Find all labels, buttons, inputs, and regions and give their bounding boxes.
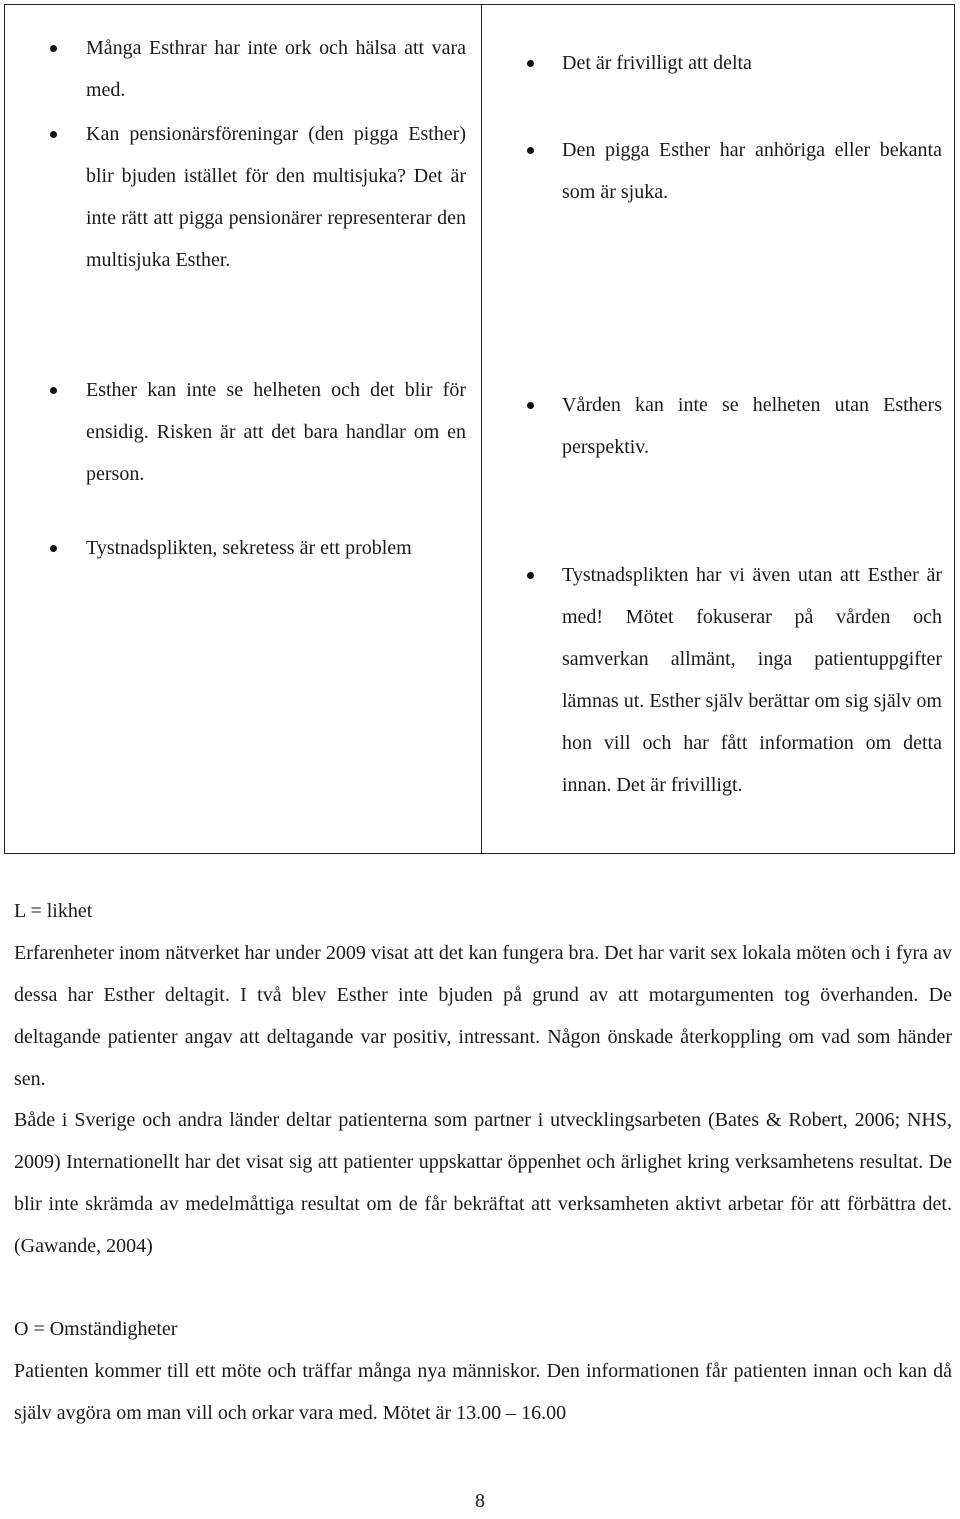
bullet-icon xyxy=(527,60,534,67)
bullet-icon xyxy=(527,147,534,154)
bullet-icon xyxy=(50,45,57,52)
table-cell-right-2: Vården kan inte se helheten utan Esthers perspektiv. xyxy=(562,394,942,458)
page-number: 8 xyxy=(475,1490,485,1512)
bullet-icon xyxy=(527,402,534,409)
table-cell-right-3: Tystnadsplikten har vi även utan att Esther är med! Mötet fokuserar på vården och samverkan allmänt, inga patientuppgifter lämnas ut. Esther själv berättar om sig själv om hon vill och har fått information om detta innan. Det är frivilligt. xyxy=(562,564,942,796)
section-l-paragraph-2: Både i Sverige och andra länder deltar patienterna som partner i utvecklingsarbeten (Bates & Robert, 2006; NHS, 2009) Internationellt har det visat sig att patienter uppskattar öppenhet och ärlighet kring verksamhetens resultat. De blir inte skrämda av medelmåttiga resultat om de får bekräftat att verksamheten aktivt arbetar för att förbättra det. (Gawande, 2004) xyxy=(14,1109,952,1257)
section-l-paragraph-1: Erfarenheter inom nätverket har under 2009 visat att det kan fungera bra. Det har varit sex lokala möten och i fyra av dessa har Esther deltagit. I två blev Esther inte bjuden på grund av att motargumenten tog överhanden. De deltagande patienter angav att deltagande var positiv, intressant. Någon önskade återkoppling om vad som händer sen. xyxy=(14,942,952,1090)
bullet-icon xyxy=(50,545,57,552)
column-divider xyxy=(481,5,482,853)
table-cell-right-1b: Den pigga Esther har anhöriga eller bekanta som är sjuka. xyxy=(562,139,942,203)
table-cell-right-1a: Det är frivilligt att delta xyxy=(562,52,752,74)
table-cell-left-3: Tystnadsplikten, sekretess är ett problem xyxy=(86,537,412,559)
section-o-paragraph-1: Patienten kommer till ett möte och träffar många nya människor. Den informationen får patienten innan och kan då själv avgöra om man vill och orkar vara med. Mötet är 13.00 – 16.00 xyxy=(14,1360,952,1424)
table-cell-left-1b: Kan pensionärsföreningar (den pigga Esther) blir bjuden istället för den multisjuka? Det är inte rätt att pigga pensionärer representerar den multisjuka Esther. xyxy=(86,123,466,271)
section-heading-l: L = likhet xyxy=(14,900,93,922)
bullet-icon xyxy=(527,572,534,579)
table-cell-left-1a: Många Esthrar har inte ork och hälsa att vara med. xyxy=(86,37,466,101)
section-heading-o: O = Omständigheter xyxy=(14,1318,178,1340)
table-cell-left-2: Esther kan inte se helheten och det blir för ensidig. Risken är att det bara handlar om en person. xyxy=(86,379,466,485)
bullet-icon xyxy=(50,131,57,138)
bullet-icon xyxy=(50,387,57,394)
